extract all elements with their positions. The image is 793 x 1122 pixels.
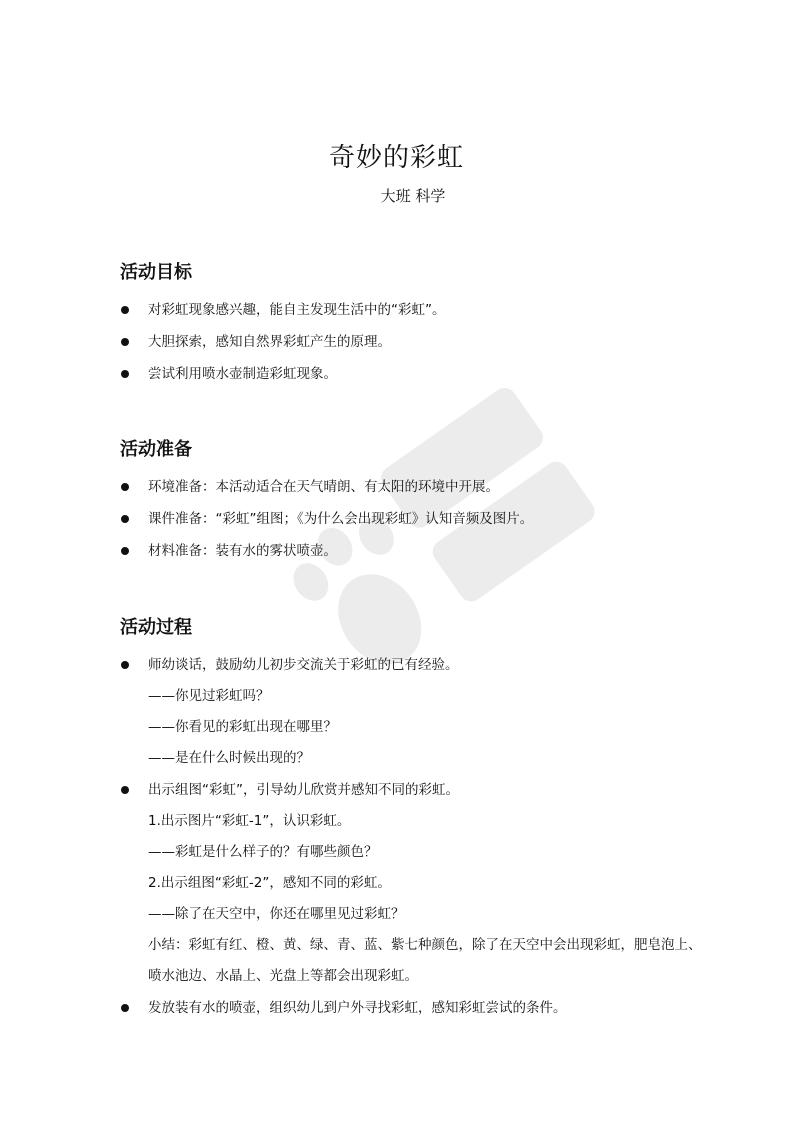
- bullet-icon: [121, 338, 129, 346]
- list-item: 1.出示图片“彩虹-1”，认识彩虹。: [148, 813, 351, 829]
- list-item: ——彩虹是什么样子的？有哪些颜色？: [148, 844, 378, 860]
- document-title: 奇妙的彩虹: [328, 143, 464, 173]
- list-item: 师幼谈话，鼓励幼儿初步交流关于彩虹的已有经验。: [148, 657, 459, 673]
- bullet-icon: [121, 661, 129, 669]
- list-item: 尝试利用喷水壶制造彩虹现象。: [148, 366, 337, 382]
- list-item: 2.出示组图“彩虹-2”，感知不同的彩虹。: [148, 875, 391, 891]
- document-subtitle: 大班 科学: [380, 187, 446, 205]
- list-item: 环境准备：本活动适合在天气晴朗、有太阳的环境中开展。: [148, 479, 499, 495]
- list-item: 大胆探索，感知自然界彩虹产生的原理。: [148, 334, 391, 350]
- list-item: ——你看见的彩虹出现在哪里？: [148, 719, 337, 735]
- bullet-icon: [121, 1004, 129, 1012]
- list-item: 发放装有水的喷壶，组织幼儿到户外寻找彩虹，感知彩虹尝试的条件。: [148, 1000, 567, 1016]
- bullet-icon: [121, 547, 129, 555]
- list-item: 出示组图“彩虹”，引导幼儿欣赏并感知不同的彩虹。: [148, 782, 459, 798]
- bullet-icon: [121, 515, 129, 523]
- list-item: 材料准备：装有水的雾状喷壶。: [148, 543, 337, 559]
- list-item: ——你见过彩虹吗？: [148, 688, 270, 704]
- section-heading-preparation: 活动准备: [120, 439, 192, 460]
- section-heading-process: 活动过程: [120, 617, 192, 638]
- list-item: 喷水池边、水晶上、光盘上等都会出现彩虹。: [148, 968, 418, 984]
- list-item: 课件准备：“彩虹”组图；《为什么会出现彩虹》认知音频及图片。: [148, 511, 534, 527]
- list-item: 小结：彩虹有红、橙、黄、绿、青、蓝、紫七种颜色，除了在天空中会出现彩虹，肥皂泡上、: [148, 937, 702, 953]
- bullet-icon: [121, 370, 129, 378]
- bullet-icon: [121, 306, 129, 314]
- list-item: 对彩虹现象感兴趣，能自主发现生活中的“彩虹”。: [148, 302, 446, 318]
- section-heading-goals: 活动目标: [120, 262, 192, 283]
- list-item: ——是在什么时候出现的？: [148, 750, 310, 766]
- list-item: ——除了在天空中，你还在哪里见过彩虹？: [148, 906, 405, 922]
- bullet-icon: [121, 786, 129, 794]
- bullet-icon: [121, 483, 129, 491]
